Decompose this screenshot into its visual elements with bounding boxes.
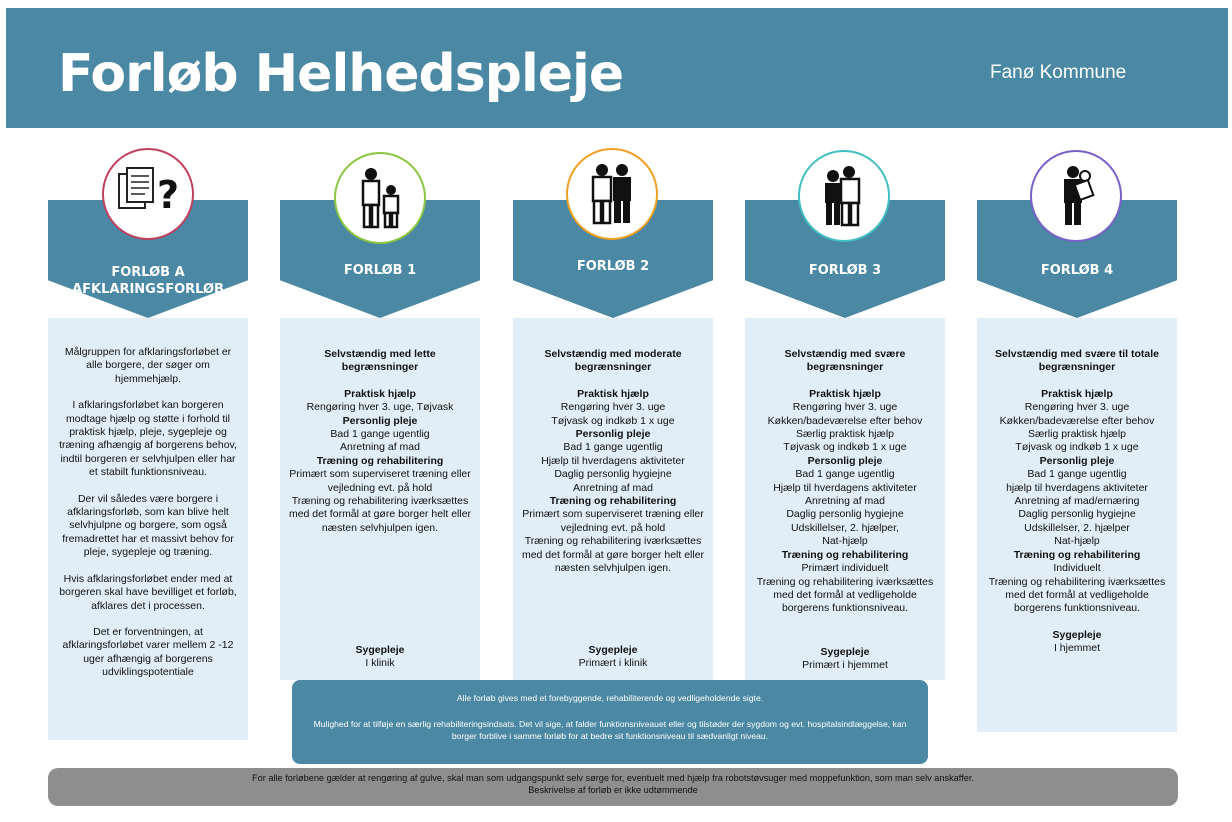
note-line: Alle forløb gives med et forebyggende, rehabiliterende og vedligeholdende sigte. <box>456 693 764 703</box>
column-description: Selvstændig med moderate begrænsninger Praktisk hjælp Rengøring hver 3. uge Tøjvask og indkøb 1 x uge Personlig pleje Bad 1 gange ugentlig Hjælp til hverdagens aktiviteter Daglig personlig hygiejne Anretning af mad Træning og rehabilitering Primært som superviseret træning eller vejledning evt. på hold Træning og rehabilitering iværksættes med det formål at gøre borger helt eller næsten selvhjulpen igen. <box>521 348 705 575</box>
two-adults-icon <box>566 148 658 240</box>
footer-banner <box>48 768 1178 806</box>
column-description: Målgruppen for afklaringsforløbet er alle borgere, der søger om hjemmehjælp. I afklaringsforløbet kan borgeren modtage hjælp og støtte i forhold til praktisk hjælp, pleje, sygepleje og træning afhængig af borgerens behov, indtil borgeren er selvhjulpen eller har et stabilt funktionsniveau. Der vil således være borgere i afklaringsforløb, som kan blive helt selvhjulpne og borgere, som også fremadrettet har et massivt behov for pleje, sygepleje og træning. Hvis afklaringsforløbet ender med at borgeren skal have bevilliget et forløb, afklares det i processen. Det er forventningen, at afklaringsforløbet varer mellem 2 -12 uger afhængig af borgerens udviklingspotentiale <box>59 346 237 679</box>
info-note-box <box>292 680 928 764</box>
caregiver-support-icon <box>798 150 890 242</box>
documents-question-icon <box>102 148 194 240</box>
nursing-section: Sygepleje I klinik <box>355 644 405 670</box>
organization-name: Fanø Kommune <box>990 62 1127 83</box>
footer-line: For alle forløbene gælder at rengøring af gulve, skal man som udgangspunkt selv sørge for, eventuelt med hjælp fra robotstøvsuger med moppefunktion, som man selv anskaffer. <box>252 773 974 783</box>
adult-child-icon <box>334 152 426 244</box>
footer-line: Beskrivelse af forløb er ikke udtømmende <box>528 785 698 795</box>
column-title: FORLØB 4 <box>1040 263 1114 278</box>
svg-text:?: ? <box>157 173 180 217</box>
carried-person-icon <box>1030 150 1122 242</box>
column-title: FORLØB 1 <box>343 263 417 278</box>
column-description: Selvstændig med lette begrænsninger Praktisk hjælp Rengøring hver 3. uge, Tøjvask Personlig pleje Bad 1 gange ugentlig Anretning af mad Træning og rehabilitering Primært som superviseret træning eller vejledning evt. på hold Træning og rehabilitering iværksættes med det formål at gøre borger helt eller næsten selvhjulpen igen. <box>288 348 472 534</box>
note-line: Mulighed for at tilføje en særlig rehabiliteringsindsats. Det vil sige, at falder funktionsniveauet eller og tilstøder der sygdom og evt. hospitalsindlæggelse, kan borger forblive i samme forløb for at bedre sit funktionsniveau til sædvanligt niveau. <box>313 719 907 741</box>
page-title: Forløb Helhedspleje <box>58 44 624 104</box>
column-description: Selvstændig med svære begrænsninger Praktisk hjælp Rengøring hver 3. uge Køkken/badeværelse efter behov Særlig praktisk hjælp Tøjvask og indkøb 1 x uge Personlig pleje Bad 1 gange ugentlig Hjælp til hverdagens aktiviteter Anretning af mad Daglig personlig hygiejne Udskillelser, 2. hjælper, Nat-hjælp Træning og rehabilitering Primært individuelt Træning og rehabilitering iværksættes med det formål at vedligeholde borgerens funktionsniveau. <box>756 348 934 615</box>
page-header <box>6 8 1228 128</box>
column-title: FORLØB 2 <box>576 259 650 274</box>
nursing-section: Sygepleje Primært i hjemmet <box>802 646 888 672</box>
column-description: Selvstændig med svære til totale begrænsninger Praktisk hjælp Rengøring hver 3. uge Køkken/badeværelse efter behov Særlig praktisk hjælp Tøjvask og indkøb 1 x uge Personlig pleje Bad 1 gange ugentlig hjælp til hverdagens aktiviteter Anretning af mad/ernæring Daglig personlig hygiejne Udskillelser, 2. hjælper Nat-hjælp Træning og rehabilitering Individuelt Træning og rehabilitering iværksættes med det formål at vedligeholde borgerens funktionsniveau. Sygepleje I hjemmet <box>988 348 1166 655</box>
column-title: FORLØB A AFKLARINGSFORLØB <box>72 265 224 297</box>
nursing-section: Sygepleje Primært i klinik <box>578 644 648 670</box>
column-title: FORLØB 3 <box>808 263 882 278</box>
